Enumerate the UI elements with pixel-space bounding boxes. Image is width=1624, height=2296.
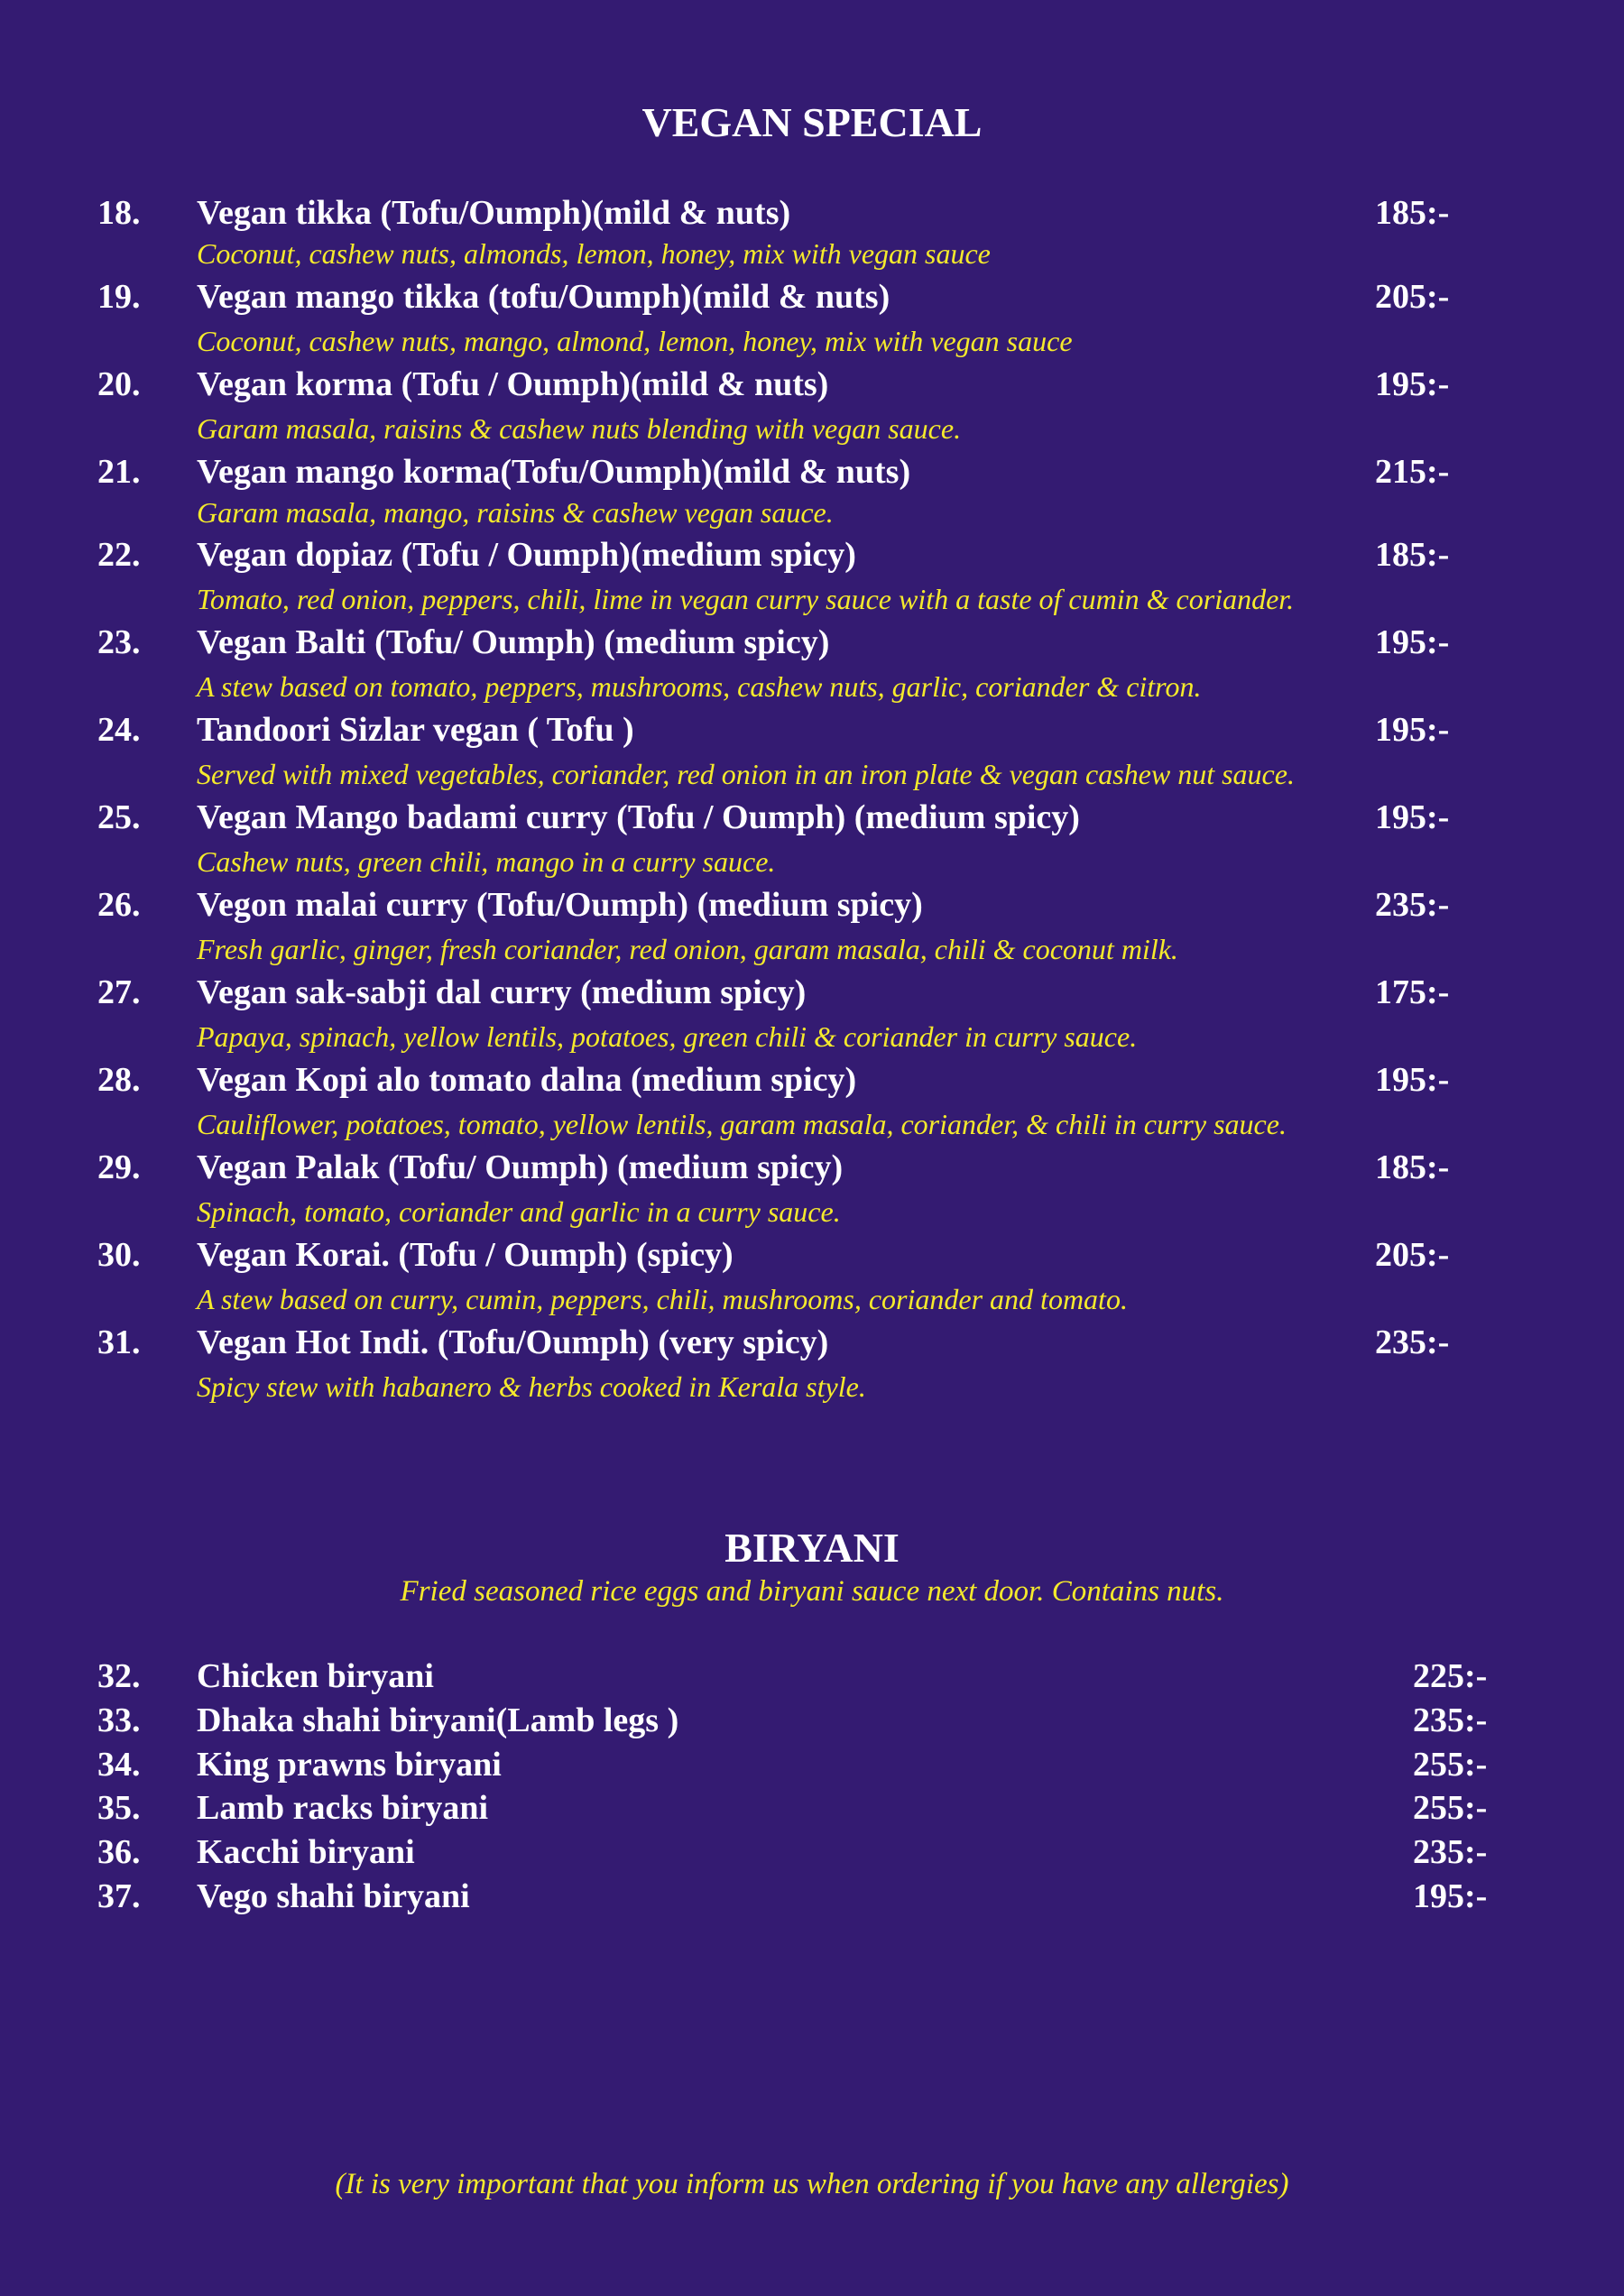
item-price: 185:- — [1375, 1148, 1450, 1186]
menu-item — [0, 451, 1624, 539]
item-number: 36. — [97, 1833, 141, 1871]
menu-item — [0, 797, 1624, 884]
item-description: Papaya, spinach, yellow lentils, potatoes, green chili & coriander in curry sauce. — [197, 1020, 1138, 1053]
item-description: Coconut, cashew nuts, almonds, lemon, honey, mix with vegan sauce — [197, 237, 991, 270]
menu-item — [0, 709, 1624, 797]
item-price: 235:- — [1413, 1833, 1488, 1871]
item-price: 225:- — [1413, 1657, 1488, 1695]
biryani-subtitle: Fried seasoned rice eggs and biryani sauce next door. Contains nuts. — [400, 1575, 1224, 1608]
item-number: 30. — [97, 1236, 141, 1274]
menu-item — [0, 192, 1624, 280]
item-description: A stew based on curry, cumin, peppers, chili, mushrooms, coriander and tomato. — [197, 1283, 1128, 1315]
menu-item — [0, 622, 1624, 709]
item-price: 195:- — [1375, 365, 1450, 403]
item-description: A stew based on tomato, peppers, mushrooms, cashew nuts, garlic, coriander & citron. — [197, 670, 1202, 703]
menu-item — [0, 1744, 1624, 1787]
item-name: Vegan Palak (Tofu/ Oumph) (medium spicy) — [197, 1148, 844, 1186]
item-number: 22. — [97, 536, 141, 574]
item-price: 205:- — [1375, 278, 1450, 316]
item-price: 195:- — [1375, 623, 1450, 661]
menu-item — [0, 1700, 1624, 1743]
item-name: Vegan mango korma(Tofu/Oumph)(mild & nuts) — [197, 453, 911, 491]
item-name: Vegan mango tikka (tofu/Oumph)(mild & nuts) — [197, 278, 890, 316]
item-name: Vegan tikka (Tofu/Oumph)(mild & nuts) — [197, 194, 791, 232]
menu-item — [0, 1322, 1624, 1409]
menu-item — [0, 1831, 1624, 1875]
item-name: Vegan sak-sabji dal curry (medium spicy) — [197, 973, 807, 1011]
item-number: 18. — [97, 194, 141, 232]
item-number: 29. — [97, 1148, 141, 1186]
item-number: 25. — [97, 798, 141, 836]
item-name: Vegan Hot Indi. (Tofu/Oumph) (very spicy) — [197, 1323, 829, 1361]
item-number: 26. — [97, 886, 141, 924]
item-description: Coconut, cashew nuts, mango, almond, lemon, honey, mix with vegan sauce — [197, 325, 1073, 357]
item-name: Vegan korma (Tofu / Oumph)(mild & nuts) — [197, 365, 829, 403]
menu-item — [0, 276, 1624, 364]
item-price: 195:- — [1375, 711, 1450, 749]
item-description: Served with mixed vegetables, coriander, red onion in an iron plate & vegan cashew nut sauce. — [197, 758, 1295, 790]
item-name: Vego shahi biryani — [197, 1877, 470, 1915]
item-price: 195:- — [1375, 798, 1450, 836]
menu-item — [0, 1655, 1624, 1699]
menu-item — [0, 364, 1624, 451]
item-description: Cashew nuts, green chili, mango in a curry sauce. — [197, 845, 776, 878]
item-description: Garam masala, raisins & cashew nuts blending with vegan sauce. — [197, 412, 962, 445]
menu-item — [0, 1147, 1624, 1234]
item-name: Vegan Mango badami curry (Tofu / Oumph) (medium spicy) — [197, 798, 1080, 836]
item-name: King prawns biryani — [197, 1746, 502, 1784]
item-price: 185:- — [1375, 536, 1450, 574]
item-name: Dhaka shahi biryani(Lamb legs ) — [197, 1701, 679, 1739]
item-name: Vegon malai curry (Tofu/Oumph) (medium spicy) — [197, 886, 923, 924]
item-name: Kacchi biryani — [197, 1833, 415, 1871]
item-description: Spinach, tomato, coriander and garlic in a curry sauce. — [197, 1195, 841, 1228]
item-number: 33. — [97, 1701, 141, 1739]
item-number: 35. — [97, 1789, 141, 1827]
item-number: 31. — [97, 1323, 141, 1361]
item-number: 20. — [97, 365, 141, 403]
biryani-title: BIRYANI — [724, 1525, 900, 1571]
item-description: Cauliflower, potatoes, tomato, yellow lentils, garam masala, coriander, & chili in curry sauce. — [197, 1108, 1287, 1140]
item-number: 27. — [97, 973, 141, 1011]
item-price: 195:- — [1375, 1061, 1450, 1099]
item-name: Vegan Balti (Tofu/ Oumph) (medium spicy) — [197, 623, 830, 661]
item-price: 255:- — [1413, 1789, 1488, 1827]
item-price: 205:- — [1375, 1236, 1450, 1274]
item-price: 235:- — [1375, 1323, 1450, 1361]
item-number: 19. — [97, 278, 141, 316]
item-price: 235:- — [1413, 1701, 1488, 1739]
item-number: 28. — [97, 1061, 141, 1099]
item-number: 37. — [97, 1877, 141, 1915]
item-price: 195:- — [1413, 1877, 1488, 1915]
item-number: 24. — [97, 711, 141, 749]
item-number: 23. — [97, 623, 141, 661]
item-name: Vegan Korai. (Tofu / Oumph) (spicy) — [197, 1236, 734, 1274]
item-number: 21. — [97, 453, 141, 491]
menu-item — [0, 1059, 1624, 1147]
menu-item — [0, 1234, 1624, 1322]
item-price: 215:- — [1375, 453, 1450, 491]
item-description: Spicy stew with habanero & herbs cooked in Kerala style. — [197, 1370, 866, 1403]
item-price: 185:- — [1375, 194, 1450, 232]
vegan-special-title: VEGAN SPECIAL — [641, 99, 983, 145]
item-number: 34. — [97, 1746, 141, 1784]
menu-item — [0, 1787, 1624, 1830]
item-number: 32. — [97, 1657, 141, 1695]
item-name: Tandoori Sizlar vegan ( Tofu ) — [197, 711, 634, 749]
menu-item — [0, 884, 1624, 972]
menu-item — [0, 972, 1624, 1059]
item-name: Chicken biryani — [197, 1657, 434, 1695]
menu-item — [0, 1876, 1624, 1919]
item-price: 175:- — [1375, 973, 1450, 1011]
item-price: 255:- — [1413, 1746, 1488, 1784]
menu-item — [0, 534, 1624, 622]
item-description: Garam masala, mango, raisins & cashew vegan sauce. — [197, 496, 834, 529]
item-description: Tomato, red onion, peppers, chili, lime in vegan curry sauce with a taste of cumin & coriander. — [197, 583, 1295, 615]
item-price: 235:- — [1375, 886, 1450, 924]
item-name: Vegan dopiaz (Tofu / Oumph)(medium spicy) — [197, 536, 856, 574]
item-name: Vegan Kopi alo tomato dalna (medium spicy) — [197, 1061, 857, 1099]
allergy-notice: (It is very important that you inform us when ordering if you have any allergies) — [335, 2168, 1289, 2200]
item-description: Fresh garlic, ginger, fresh coriander, red onion, garam masala, chili & coconut milk. — [197, 933, 1178, 965]
item-name: Lamb racks biryani — [197, 1789, 489, 1827]
